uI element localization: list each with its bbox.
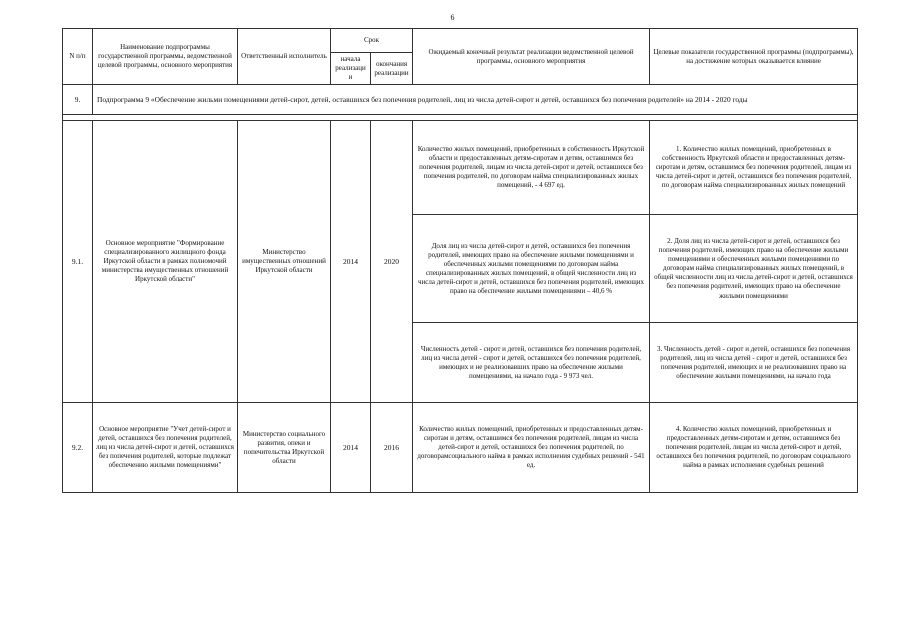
row-result: Численность детей - сирот и детей, оставшихся без попечения родителей, лиц из числа детей - сирот и детей, оставшихся без попечения родителей, имеющих и не реализовавших право на обеспечение жилыми помещениями, на начало года - 9 973 чел. bbox=[413, 323, 650, 403]
header-result: Ожидаемый конечный результат реализации ведомственной целевой программы, основного мероприятия bbox=[413, 29, 650, 85]
table-row bbox=[63, 403, 858, 493]
row-num: 9.1. bbox=[63, 121, 93, 403]
row-result: Доля лиц из числа детей-сирот и детей, оставшихся без попечения родителей, имеющих право на обеспечение жилыми помещениями и обеспеченных жилыми помещениями по договорам найма специализированных жилых помещений, в общей численности лиц из числа детей-сирот и детей, оставшихся без попечения родителей, имеющих право на обеспечение жилыми помещениями – 40,6 % bbox=[413, 215, 650, 323]
row-end: 2016 bbox=[371, 403, 413, 493]
program-table bbox=[62, 28, 858, 493]
row-executor: Министерство социального развития, опеки и попечительства Иркутской области bbox=[238, 403, 331, 493]
header-name: Наименование подпрограммы государственной программы, ведомственной целевой программы, основного мероприятия bbox=[93, 29, 238, 85]
row-target: 4. Количество жилых помещений, приобретенных и предоставленных детям-сиротам и детям, оставшимся без попечения родителей, лицам из числа детей-сирот и детей, оставшихся без попечения родителей, по договорам социального найма в рамках исполнения судебных решений bbox=[650, 403, 858, 493]
header-targets: Целевые показатели государственной программы (подпрограммы), на достижение которых оказывается влияние bbox=[650, 29, 858, 85]
row-end: 2020 bbox=[371, 121, 413, 403]
row-name: Основное мероприятие "Формирование специализированного жилищного фонда Иркутской области в рамках полномочий министерства имущественных отношений Иркутской области" bbox=[93, 121, 238, 403]
row-result: Количество жилых помещений, приобретенных и предоставленных детям-сиротам и детям, оставшимся без попечения родителей, лицам из числа детей-сирот и детей, оставшихся без попечения родителей, по договорамсоциального найма в рамках исполнения судебных решений - 541 ед. bbox=[413, 403, 650, 493]
row-target: 3. Численность детей - сирот и детей, оставшихся без попечения родителей, лиц из числа детей - сирот и детей, оставшихся без попечения родителей, имеющих и не реализовавших право на обеспечение жилыми помещениями, на начало года bbox=[650, 323, 858, 403]
row-executor: Министерство имущественных отношений Иркутской области bbox=[238, 121, 331, 403]
header-start: начала реализации bbox=[331, 53, 371, 85]
subprogram-row bbox=[63, 85, 858, 115]
row-name: Основное мероприятие "Учет детей-сирот и детей, оставшихся без попечения родителей, лиц из числа детей-сирот и детей, оставшихся без попечения родителей, которые подлежат обеспечению жилыми помещениями" bbox=[93, 403, 238, 493]
row-num: 9.2. bbox=[63, 403, 93, 493]
header-row bbox=[63, 29, 858, 53]
row-start: 2014 bbox=[331, 403, 371, 493]
header-end: окончания реализации bbox=[371, 53, 413, 85]
row-target: 1. Количество жилых помещений, приобретенных в собственность Иркутской области и предоставленных детям-сиротам и детям, оставшимся без попечения родителей, лицам из числа детей-сирот и детей, оставшихся без попечения родителей, по договорам найма специализированных жилых помещений bbox=[650, 121, 858, 215]
header-term: Срок bbox=[331, 29, 413, 53]
row-result: Количество жилых помещений, приобретенных в собственность Иркутской области и предоставленных детям-сиротам и детям, оставшимся без попечения родителей, лицам из числа детей-сирот и детей, оставшихся без попечения родителей, по договорам найма специализированных жилых помещений, - 4 697 ед. bbox=[413, 121, 650, 215]
header-num: N п/п bbox=[63, 29, 93, 85]
subprogram-num: 9. bbox=[63, 85, 93, 115]
header-executor: Ответственный исполнитель bbox=[238, 29, 331, 85]
subprogram-title: Подпрограмма 9 «Обеспечение жильми помещениями детей-сирот, детей, оставшихся без попечения родителей, лиц из числа детей-сирот и детей, оставшихся без попечения родителей» на 2014 - 2020 годы bbox=[93, 85, 858, 115]
row-start: 2014 bbox=[331, 121, 371, 403]
row-target: 2. Доля лиц из числа детей-сирот и детей, оставшихся без попечения родителей, имеющих право на обеспечение жилыми помещениями и обеспеченных жилыми помещениями по договорам найма специализированных жилых помещений, в общей численности лиц из числа детей-сирот и детей, оставшихся без попечения родителей, имеющих право на обеспечение жилыми помещениями bbox=[650, 215, 858, 323]
page-number: 6 bbox=[450, 13, 455, 22]
table-row bbox=[63, 121, 858, 215]
